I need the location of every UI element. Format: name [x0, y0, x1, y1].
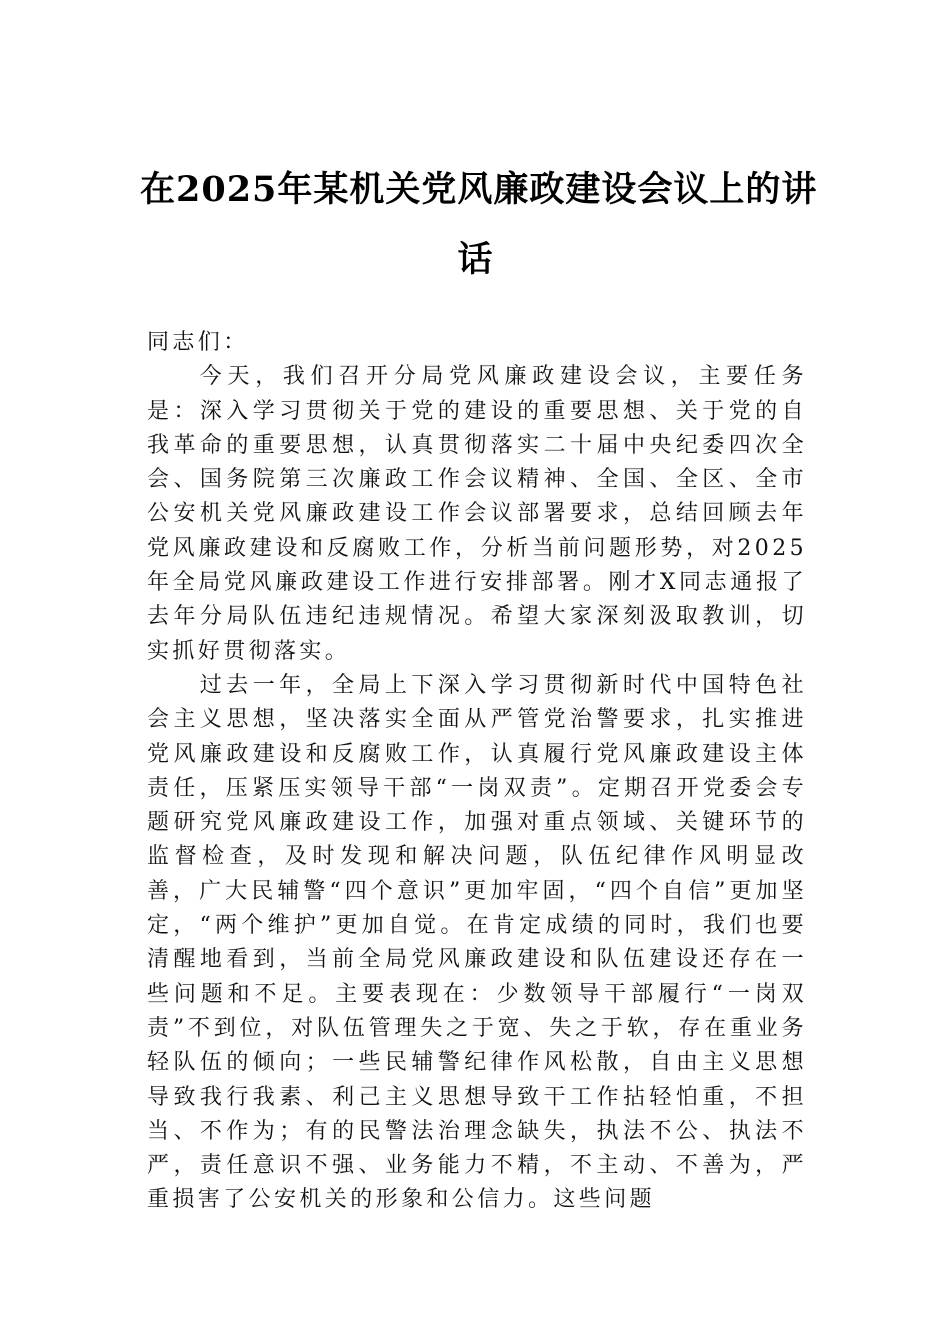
document-title-line1: 在2025年某机关党风廉政建设会议上的讲: [140, 169, 818, 210]
document-body: [147, 326, 807, 1218]
salutation: 同志们：: [147, 330, 249, 355]
paragraph-1: 今天，我们召开分局党风廉政建设会议，主要任务是：深入学习贯彻关于党的建设的重要思想、关于党的自我革命的重要思想，认真贯彻落实二十届中央纪委四次全会、国务院第三次廉政工作会议精神、全国、全区、全市公安机关党风廉政建设工作会议部署要求，总结回顾去年党风廉政建设和反腐败工作，分析当前问题形势，对2025年全局党风廉政建设工作进行安排部署。刚才X同志通报了去年分局队伍违纪违规情况。希望大家深刻汲取教训，切实抓好贯彻落实。: [147, 364, 807, 664]
paragraph-2: 过去一年，全局上下深入学习贯彻新时代中国特色社会主义思想，坚决落实全面从严管党治警要求，扎实推进党风廉政建设和反腐败工作，认真履行党风廉政建设主体责任，压紧压实领导干部“一岗双责”。定期召开党委会专题研究党风廉政建设工作，加强对重点领域、关键环节的监督检查，及时发现和解决问题，队伍纪律作风明显改善，广大民辅警“四个意识”更加牢固，“四个自信”更加坚定，“两个维护”更加自觉。在肯定成绩的同时，我们也要清醒地看到，当前全局党风廉政建设和队伍建设还存在一些问题和不足。主要表现在：少数领导干部履行“一岗双责”不到位，对队伍管理失之于宽、失之于软，存在重业务轻队伍的倾向；一些民辅警纪律作风松散，自由主义思想导致我行我素、利己主义思想导致干工作拈轻怕重，不担当、不作为；有的民警法治理念缺失，执法不公、执法不严，责任意识不强、业务能力不精，不主动、不善为，严重损害了公安机关的形象和公信力。这些问题: [147, 672, 807, 1213]
document-title-line2: 话: [457, 239, 493, 280]
